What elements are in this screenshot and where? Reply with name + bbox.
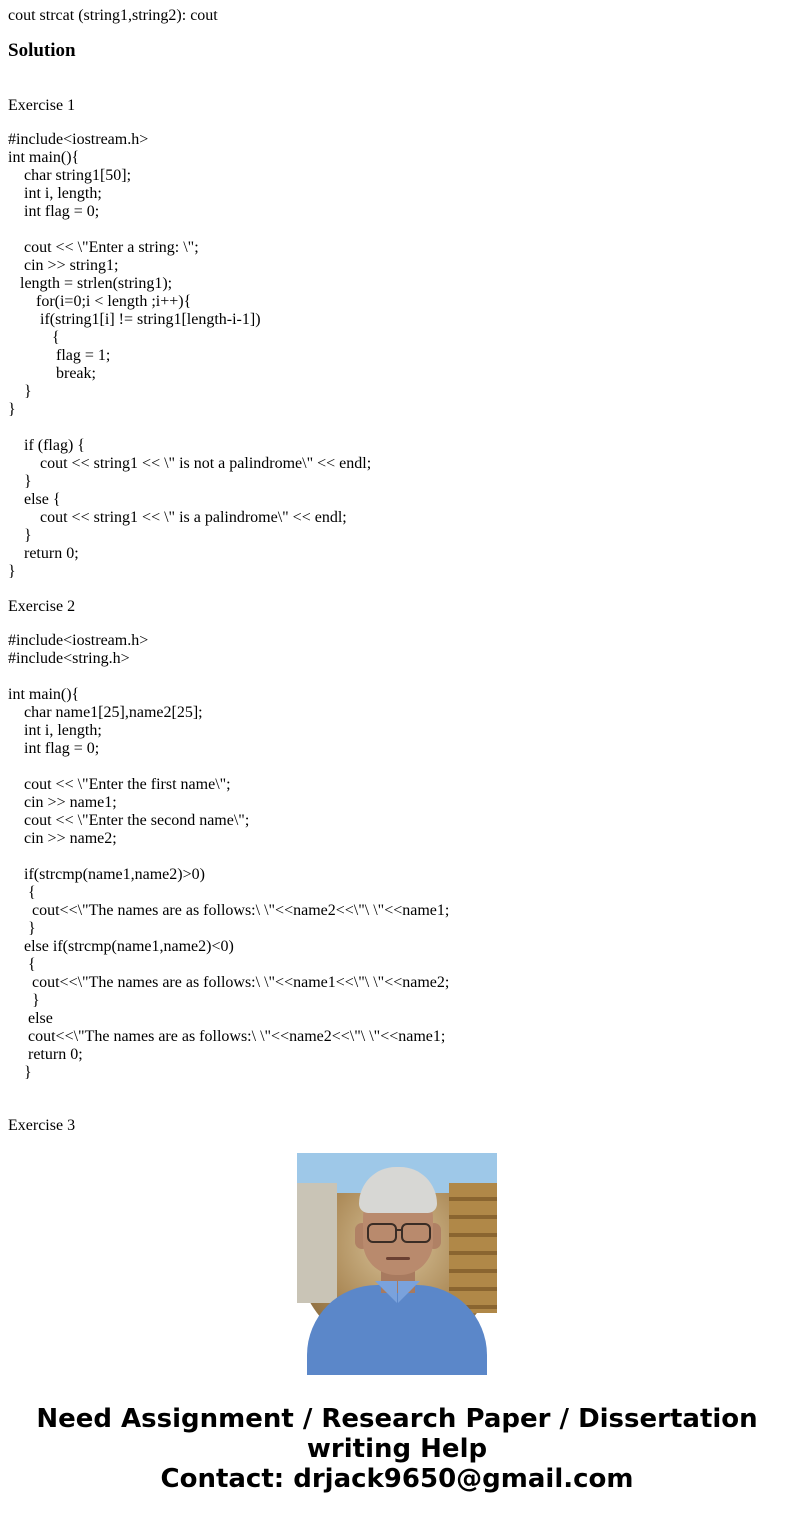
intro-text: cout strcat (string1,string2): cout [8, 7, 218, 24]
banner-line-2: writing Help [306, 1434, 488, 1464]
banner-line-1: Need Assignment / Research Paper / Dissertation [36, 1404, 758, 1434]
banner-contact: Contact: drjack9650@gmail.com [160, 1464, 634, 1494]
exercise-1-label: Exercise 1 [8, 97, 76, 114]
document-content [8, 0, 788, 1134]
exercise-2-code: #include<iostream.h> #include<string.h> int main(){ char name1[25],name2[25]; int i, length; int flag = 0; cout << \"Enter the first name\"; cin >> name1; cout << \"Enter the second name\"; cin >> name2; if(strcmp(name1,name2)>0) { cout<<\"The names are as follows:\ \"<<name2<<\"\ \"<<name1; } else if(strcmp(name1,name2)<0) { cout<<\"The names are as follows:\ \"<<name1<<\"\ \"<<name2; } else cout<<\"The names are as follows:\ \"<<name2<<\"\ \"<<name1; return 0; } [8, 632, 450, 1081]
exercise-2-label: Exercise 2 [8, 598, 76, 615]
exercise-3-label: Exercise 3 [8, 1117, 76, 1134]
exercise-1-code: #include<iostream.h> int main(){ char string1[50]; int i, length; int flag = 0; cout << \"Enter a string: \"; cin >> string1; length = strlen(string1); for(i=0;i < length ;i++){ if(string1[i] != string1[length-i-1]) { flag = 1; break; } } if (flag) { cout << string1 << \" is not a palindrome\" << endl; } else { cout << string1 << \" is a palindrome\" << endl; } return 0; } [8, 131, 372, 580]
author-avatar [297, 1153, 497, 1353]
help-banner [0, 1404, 794, 1494]
solution-heading: Solution [8, 40, 76, 61]
